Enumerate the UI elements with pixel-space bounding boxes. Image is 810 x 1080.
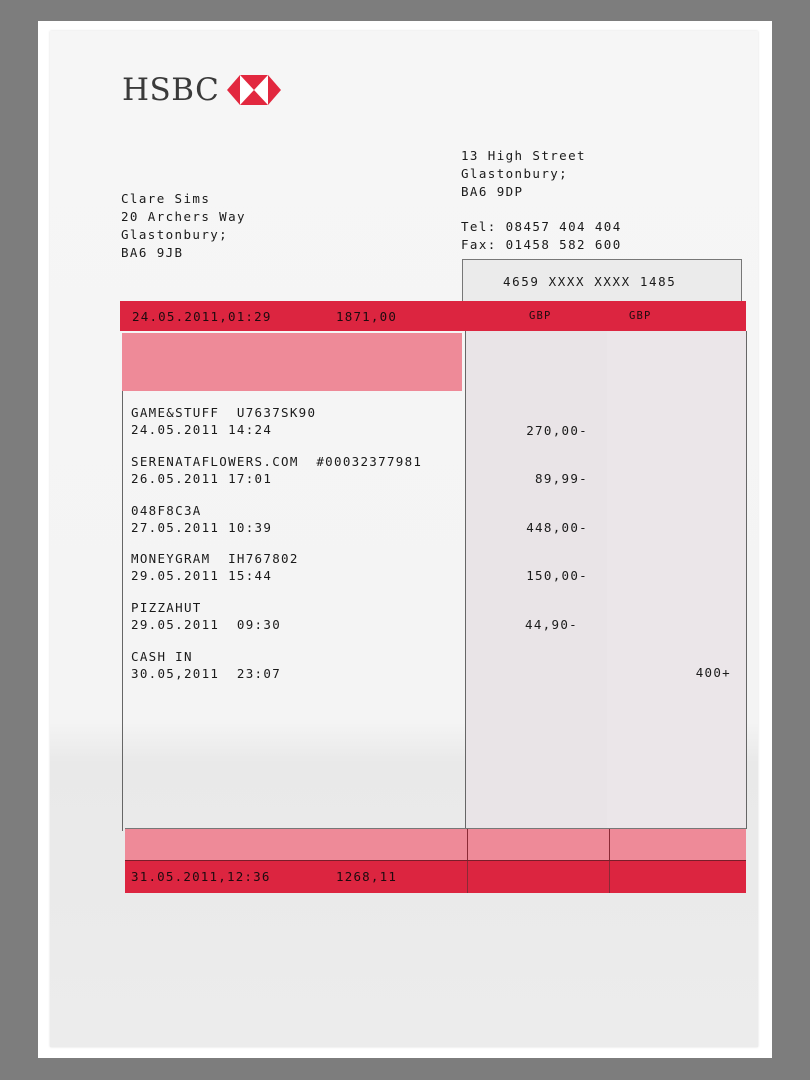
column-divider [467,861,468,893]
transaction-description: PIZZAHUT [131,600,202,615]
branch-address [461,147,586,201]
transaction-datetime: 26.05.2011 17:01 [131,471,273,486]
table-left-border [122,391,123,831]
opening-date: 24.05.2011,01:29 [132,309,272,324]
transaction-6 [131,648,281,682]
transaction-description: CASH IN [131,649,193,664]
transaction-datetime: 29.05.2011 09:30 [131,617,282,632]
credit-currency: GBP [629,310,652,322]
transaction-datetime: 29.05.2011 15:44 [131,568,273,583]
transaction-description: 048F8C3A [131,503,202,518]
opening-balance-bar [120,301,746,331]
customer-address [121,190,246,262]
transaction-datetime: 24.05.2011 14:24 [131,422,273,437]
column-divider [609,829,610,861]
transaction-debit: 150,00- [526,568,588,583]
transaction-description: SERENATAFLOWERS.COM #00032377981 [131,454,423,469]
transaction-debit: 270,00- [526,423,588,438]
hsbc-logo [122,72,281,108]
branch-postcode: BA6 9DP [461,184,524,199]
closing-balance: 1268,11 [336,869,398,884]
transaction-datetime: 30.05,2011 23:07 [131,666,282,681]
closing-date: 31.05.2011,12:36 [131,869,271,884]
transaction-debit: 44,90- [525,617,578,632]
transaction-description: MONEYGRAM IH767802 [131,551,299,566]
debit-currency: GBP [529,310,552,322]
customer-name: Clare Sims [121,191,211,206]
description-header-block [122,333,462,391]
transaction-datetime: 27.05.2011 10:39 [131,520,273,535]
credit-column [607,331,747,829]
transaction-description: GAME&STUFF U7637SK90 [131,405,317,420]
closing-balance-bar [125,860,746,893]
column-divider [609,861,610,893]
transaction-credit: 400+ [695,665,731,680]
transaction-2 [131,453,422,487]
customer-street: 20 Archers Way [121,209,246,224]
hsbc-hexagon-icon [227,75,281,105]
totals-row [125,828,746,861]
customer-postcode: BA6 9JB [121,245,184,260]
fax: Fax: 01458 582 600 [461,237,622,252]
opening-balance: 1871,00 [336,309,398,324]
branch-contact [461,218,622,254]
branch-street: 13 High Street [461,148,586,163]
customer-town: Glastonbury; [121,227,229,242]
column-divider [467,829,468,861]
telephone: Tel: 08457 404 404 [461,219,622,234]
transaction-1 [131,404,316,438]
transaction-debit: 89,99- [535,471,588,486]
card-number: 4659 XXXX XXXX 1485 [503,274,677,289]
transaction-5 [131,599,281,633]
transaction-3 [131,502,272,536]
transaction-debit: 448,00- [526,520,588,535]
transaction-4 [131,550,299,584]
branch-town: Glastonbury; [461,166,569,181]
bank-name: HSBC [122,72,220,108]
